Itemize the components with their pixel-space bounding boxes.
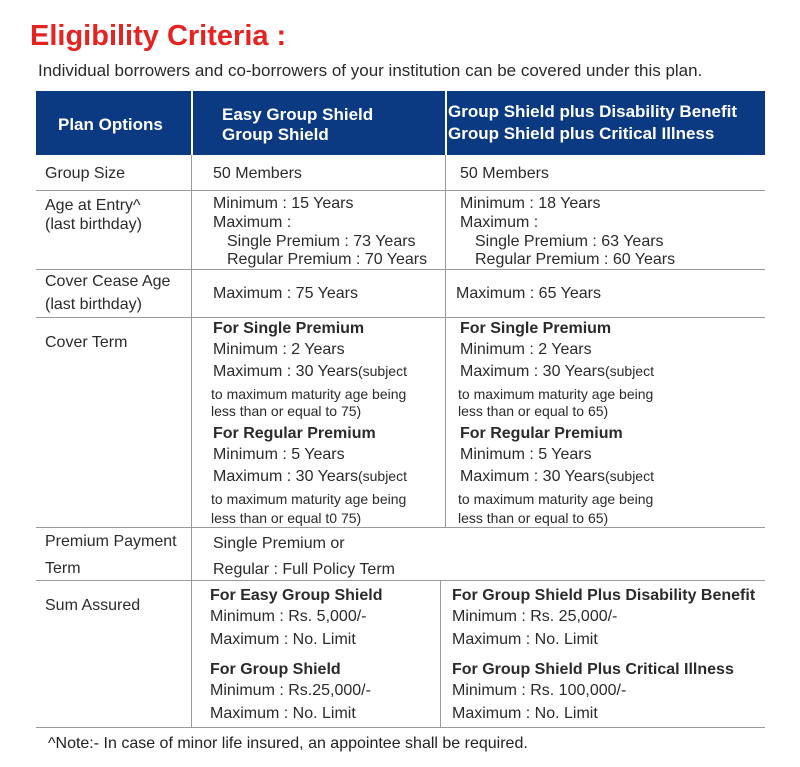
cell-single-note: to maximum maturity age being [458,386,654,402]
footnote: ^Note:- In case of minor life insured, an appointee shall be required. [48,735,528,752]
cell-easy-group-shield-heading: For Easy Group Shield [210,587,383,604]
cell-cease-col2: Maximum : 75 Years [213,285,358,302]
row-divider [36,317,765,318]
cell-group-shield-heading: For Group Shield [210,661,341,678]
row-label-age-at-entry: Age at Entry^ [45,197,141,214]
header-plan-options: Plan Options [58,115,163,134]
cell-age-max: Maximum : [213,214,292,231]
cell-regular-note: to maximum maturity age being [211,491,407,507]
cell-critical-min: Minimum : Rs. 100,000/- [452,682,627,699]
cell-age-single: Single Premium : 63 Years [475,233,664,250]
cell-single-max-value: Maximum : 30 Years [213,363,358,380]
cell-age-regular: Regular Premium : 60 Years [475,251,676,268]
row-label-cover-cease-age: Cover Cease Age [45,273,171,290]
cell-disability-max: Maximum : No. Limit [452,631,598,648]
cell-single-heading: For Single Premium [213,320,365,337]
page-title: Eligibility Criteria : [30,20,287,52]
row-divider [36,527,765,528]
cell-easy-min: Minimum : Rs. 5,000/- [210,608,367,625]
cell-critical-max: Maximum : No. Limit [452,705,598,722]
cell-single-note: less than or equal to 65) [458,403,609,419]
column-divider [191,155,192,727]
cell-regular-max [460,467,654,486]
cell-regular-heading: For Regular Premium [460,425,623,442]
row-label-last-birthday: (last birthday) [45,216,142,233]
header-divider [445,91,447,155]
cell-cease-col3: Maximum : 65 Years [456,285,601,302]
cell-age-min: Minimum : 15 Years [213,195,354,212]
cell-regular-max-value: Maximum : 30 Years [213,468,358,485]
cell-single-min: Minimum : 2 Years [213,341,345,358]
cell-single-subject: (subject [357,363,407,379]
cell-single-note: to maximum maturity age being [211,386,407,402]
header-disability-benefit: Group Shield plus Disability Benefit [448,102,738,121]
cell-age-single: Single Premium : 73 Years [227,233,416,250]
cell-single-heading: For Single Premium [460,320,612,337]
cell-regular-min: Minimum : 5 Years [213,446,345,463]
row-divider [36,190,765,191]
cell-group-size-col2: 50 Members [213,165,302,182]
cell-age-regular: Regular Premium : 70 Years [227,251,428,268]
row-label-group-size: Group Size [45,165,126,182]
row-label-cover-term: Cover Term [45,334,128,351]
cell-regular-min: Minimum : 5 Years [460,446,592,463]
cell-single-min: Minimum : 2 Years [460,341,592,358]
cell-group-max: Maximum : No. Limit [210,705,356,722]
cell-age-min: Minimum : 18 Years [460,195,601,212]
header-easy-group-shield: Easy Group Shield [222,105,374,124]
cell-regular-heading: For Regular Premium [213,425,376,442]
cell-group-min: Minimum : Rs.25,000/- [210,682,371,699]
cell-regular-note: less than or equal to 65) [458,510,609,526]
row-divider [36,727,765,728]
cell-regular-subject: (subject [357,468,407,484]
cell-group-size-col3: 50 Members [460,165,549,182]
row-label-term: Term [45,560,81,577]
header-critical-illness: Group Shield plus Critical Illness [448,124,715,143]
column-divider [440,580,441,727]
cell-disability-min: Minimum : Rs. 25,000/- [452,608,618,625]
row-label-last-birthday: (last birthday) [45,296,142,313]
header-divider [191,91,193,155]
cell-single-note: less than or equal to 75) [211,403,362,419]
row-divider [36,580,765,581]
page-subtitle: Individual borrowers and co-borrowers of your institution can be covered under this plan. [38,61,703,80]
cell-single-max [213,362,407,381]
cell-premium-regular: Regular : Full Policy Term [213,561,395,578]
cell-regular-note: less than or equal t0 75) [211,510,362,526]
cell-regular-note: to maximum maturity age being [458,491,654,507]
cell-easy-max: Maximum : No. Limit [210,631,356,648]
cell-premium-single: Single Premium or [213,535,345,552]
cell-disability-heading: For Group Shield Plus Disability Benefit [452,587,756,604]
row-label-premium-payment: Premium Payment [45,533,177,550]
cell-regular-max [213,467,407,486]
header-group-shield: Group Shield [222,125,329,144]
row-divider [36,269,765,270]
cell-critical-illness-heading: For Group Shield Plus Critical Illness [452,661,734,678]
cell-regular-max-value: Maximum : 30 Years [460,468,605,485]
cell-regular-subject: (subject [604,468,654,484]
cell-age-max: Maximum : [460,214,539,231]
cell-single-max [460,362,654,381]
row-label-sum-assured: Sum Assured [45,597,141,614]
cell-single-max-value: Maximum : 30 Years [460,363,605,380]
cell-single-subject: (subject [604,363,654,379]
column-divider [445,155,446,527]
